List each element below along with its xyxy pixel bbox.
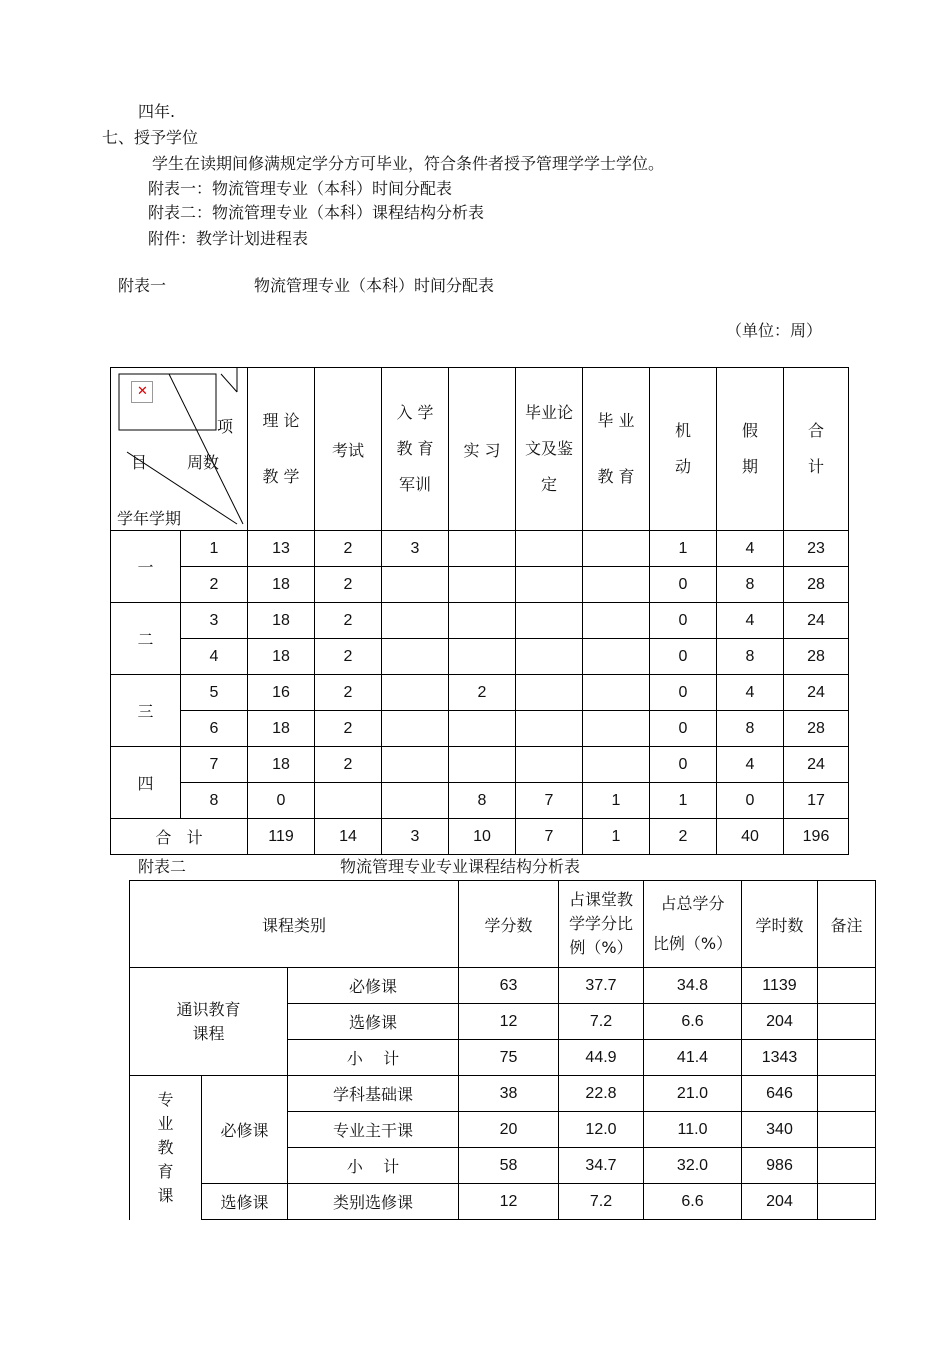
data-cell <box>382 675 449 711</box>
professional-education-group: 专 业 教 育 课 <box>130 1076 202 1220</box>
data-cell: 0 <box>650 639 717 675</box>
attachment-1-line: 附表一：物流管理专业（本科）时间分配表 <box>148 179 453 198</box>
data-cell: 34.8 <box>644 968 742 1004</box>
data-cell: 63 <box>459 968 559 1004</box>
data-cell: 17 <box>784 783 849 819</box>
table2-header-row <box>130 881 876 968</box>
degree-text: 学生在读期间修满规定学分方可毕业，符合条件者授予管理学学士学位。 <box>152 154 665 173</box>
data-cell <box>516 675 583 711</box>
data-cell: 34.7 <box>559 1148 644 1184</box>
table-row <box>111 783 849 819</box>
corner-label-mu: 目 <box>131 453 148 472</box>
required-course-label: 必修课 <box>202 1076 288 1184</box>
data-cell: 0 <box>650 567 717 603</box>
data-cell: 8 <box>717 711 784 747</box>
table1-unit: （单位：周） <box>726 321 823 340</box>
table1-header-row <box>111 368 849 531</box>
data-cell: 20 <box>459 1112 559 1148</box>
data-cell <box>449 603 516 639</box>
header-theory: 理 论 教 学 <box>248 368 315 531</box>
data-cell <box>315 783 382 819</box>
data-cell <box>583 747 650 783</box>
data-cell: 0 <box>717 783 784 819</box>
elective-course-label: 选修课 <box>202 1184 288 1220</box>
data-cell: 38 <box>459 1076 559 1112</box>
total-cell: 40 <box>717 819 784 855</box>
data-cell: 2 <box>315 747 382 783</box>
data-cell: 8 <box>717 639 784 675</box>
data-cell: 24 <box>784 747 849 783</box>
term-cell: 7 <box>181 747 248 783</box>
data-cell <box>516 747 583 783</box>
data-cell: 986 <box>742 1148 818 1184</box>
data-cell <box>583 567 650 603</box>
course-type-cell: 专业主干课 <box>288 1112 459 1148</box>
data-cell: 41.4 <box>644 1040 742 1076</box>
table-row <box>111 675 849 711</box>
data-cell <box>516 603 583 639</box>
table1-total-row <box>111 819 849 855</box>
year-cell: 二 <box>111 603 181 675</box>
data-cell <box>382 639 449 675</box>
subtotal-label: 小 计 <box>288 1040 459 1076</box>
data-cell: 11.0 <box>644 1112 742 1148</box>
course-type-cell: 类别选修课 <box>288 1184 459 1220</box>
header-thesis: 毕业论 文及鉴 定 <box>516 368 583 531</box>
data-cell: 18 <box>248 567 315 603</box>
years-line: 四年. <box>138 102 176 121</box>
broken-image-icon: ✕ <box>131 381 153 403</box>
data-cell: 8 <box>449 783 516 819</box>
data-cell <box>449 711 516 747</box>
data-cell: 28 <box>784 567 849 603</box>
header-hours: 学时数 <box>742 881 818 968</box>
table-row <box>111 711 849 747</box>
data-cell: 4 <box>717 747 784 783</box>
data-cell: 2 <box>315 711 382 747</box>
data-cell: 1 <box>650 783 717 819</box>
data-cell: 1343 <box>742 1040 818 1076</box>
header-total-ratio: 占总学分 比例（%） <box>644 881 742 968</box>
data-cell <box>382 711 449 747</box>
data-cell <box>583 531 650 567</box>
term-cell: 1 <box>181 531 248 567</box>
header-graduation-education: 毕 业 教 育 <box>583 368 650 531</box>
header-notes: 备注 <box>818 881 876 968</box>
data-cell: 646 <box>742 1076 818 1112</box>
header-credits: 学分数 <box>459 881 559 968</box>
notes-cell <box>818 1148 876 1184</box>
data-cell: 18 <box>248 747 315 783</box>
data-cell: 12.0 <box>559 1112 644 1148</box>
total-cell: 3 <box>382 819 449 855</box>
data-cell: 4 <box>717 531 784 567</box>
data-cell: 7.2 <box>559 1004 644 1040</box>
data-cell: 28 <box>784 639 849 675</box>
attachment-3-line: 附件：教学计划进程表 <box>148 229 309 248</box>
data-cell: 13 <box>248 531 315 567</box>
data-cell: 37.7 <box>559 968 644 1004</box>
data-cell: 24 <box>784 603 849 639</box>
data-cell: 2 <box>315 639 382 675</box>
notes-cell <box>818 968 876 1004</box>
data-cell: 4 <box>717 675 784 711</box>
data-cell: 204 <box>742 1004 818 1040</box>
total-cell: 14 <box>315 819 382 855</box>
data-cell: 8 <box>717 567 784 603</box>
data-cell: 2 <box>315 531 382 567</box>
data-cell <box>583 675 650 711</box>
data-cell: 16 <box>248 675 315 711</box>
data-cell: 4 <box>717 603 784 639</box>
data-cell: 6.6 <box>644 1184 742 1220</box>
data-cell: 2 <box>315 675 382 711</box>
data-cell: 0 <box>650 747 717 783</box>
data-cell: 23 <box>784 531 849 567</box>
notes-cell <box>818 1040 876 1076</box>
data-cell <box>449 747 516 783</box>
term-cell: 5 <box>181 675 248 711</box>
data-cell <box>449 639 516 675</box>
term-cell: 4 <box>181 639 248 675</box>
data-cell: 0 <box>650 711 717 747</box>
table1-title: 物流管理专业（本科）时间分配表 <box>254 276 495 295</box>
table-row <box>111 603 849 639</box>
data-cell: 18 <box>248 711 315 747</box>
data-cell: 12 <box>459 1004 559 1040</box>
data-cell: 18 <box>248 639 315 675</box>
total-cell: 119 <box>248 819 315 855</box>
general-education-group: 通识教育 课程 <box>130 968 288 1076</box>
table-row <box>130 1184 876 1220</box>
data-cell <box>382 603 449 639</box>
time-allocation-table <box>110 367 849 855</box>
data-cell <box>516 567 583 603</box>
course-type-cell: 选修课 <box>288 1004 459 1040</box>
data-cell <box>583 603 650 639</box>
data-cell <box>382 783 449 819</box>
data-cell <box>583 711 650 747</box>
data-cell: 3 <box>382 531 449 567</box>
data-cell <box>516 639 583 675</box>
data-cell: 21.0 <box>644 1076 742 1112</box>
total-cell: 196 <box>784 819 849 855</box>
table-row <box>111 567 849 603</box>
term-cell: 8 <box>181 783 248 819</box>
data-cell: 7.2 <box>559 1184 644 1220</box>
notes-cell <box>818 1184 876 1220</box>
data-cell: 24 <box>784 675 849 711</box>
header-total: 合 计 <box>784 368 849 531</box>
table1-corner-cell <box>111 368 248 531</box>
data-cell: 12 <box>459 1184 559 1220</box>
table2-label: 附表二 <box>138 857 187 876</box>
total-cell: 1 <box>583 819 650 855</box>
year-cell: 一 <box>111 531 181 603</box>
header-class-ratio: 占课堂教 学学分比 例（%） <box>559 881 644 968</box>
data-cell: 44.9 <box>559 1040 644 1076</box>
notes-cell <box>818 1076 876 1112</box>
notes-cell <box>818 1004 876 1040</box>
header-orientation: 入 学 教 育 军训 <box>382 368 449 531</box>
year-cell: 三 <box>111 675 181 747</box>
corner-label-term: 学年学期 <box>117 509 182 528</box>
data-cell: 28 <box>784 711 849 747</box>
table-row <box>130 968 876 1004</box>
total-cell: 7 <box>516 819 583 855</box>
data-cell <box>449 531 516 567</box>
total-label: 合 计 <box>111 819 248 855</box>
corner-label-item: 项 <box>216 417 233 436</box>
data-cell: 7 <box>516 783 583 819</box>
course-structure-table <box>129 880 876 1220</box>
notes-cell <box>818 1112 876 1148</box>
data-cell: 6.6 <box>644 1004 742 1040</box>
data-cell: 2 <box>315 603 382 639</box>
course-type-cell: 必修课 <box>288 968 459 1004</box>
year-cell: 四 <box>111 747 181 819</box>
header-course-category: 课程类别 <box>130 881 459 968</box>
data-cell: 1139 <box>742 968 818 1004</box>
total-cell: 2 <box>650 819 717 855</box>
table1-label: 附表一 <box>118 276 167 295</box>
corner-label-weeks: 周数 <box>187 453 220 472</box>
header-exam: 考试 <box>315 368 382 531</box>
data-cell: 2 <box>315 567 382 603</box>
data-cell: 22.8 <box>559 1076 644 1112</box>
table-row <box>130 1076 876 1112</box>
data-cell: 0 <box>650 675 717 711</box>
total-cell: 10 <box>449 819 516 855</box>
attachment-2-line: 附表二：物流管理专业（本科）课程结构分析表 <box>148 203 485 222</box>
data-cell <box>382 747 449 783</box>
data-cell: 75 <box>459 1040 559 1076</box>
term-cell: 3 <box>181 603 248 639</box>
data-cell: 0 <box>650 603 717 639</box>
data-cell: 2 <box>449 675 516 711</box>
data-cell: 58 <box>459 1148 559 1184</box>
table2-title: 物流管理专业专业课程结构分析表 <box>340 857 581 876</box>
data-cell: 204 <box>742 1184 818 1220</box>
data-cell <box>583 639 650 675</box>
header-flexible: 机 动 <box>650 368 717 531</box>
term-cell: 6 <box>181 711 248 747</box>
table-row <box>111 747 849 783</box>
data-cell: 1 <box>583 783 650 819</box>
data-cell: 1 <box>650 531 717 567</box>
table-row <box>111 531 849 567</box>
subtotal-label: 小 计 <box>288 1148 459 1184</box>
data-cell: 0 <box>248 783 315 819</box>
header-internship: 实 习 <box>449 368 516 531</box>
term-cell: 2 <box>181 567 248 603</box>
data-cell <box>382 567 449 603</box>
section-heading: 七、授予学位 <box>102 128 199 147</box>
data-cell: 340 <box>742 1112 818 1148</box>
header-vacation: 假 期 <box>717 368 784 531</box>
data-cell <box>516 531 583 567</box>
table-row <box>111 639 849 675</box>
data-cell: 18 <box>248 603 315 639</box>
data-cell: 32.0 <box>644 1148 742 1184</box>
course-type-cell: 学科基础课 <box>288 1076 459 1112</box>
data-cell <box>449 567 516 603</box>
data-cell <box>516 711 583 747</box>
